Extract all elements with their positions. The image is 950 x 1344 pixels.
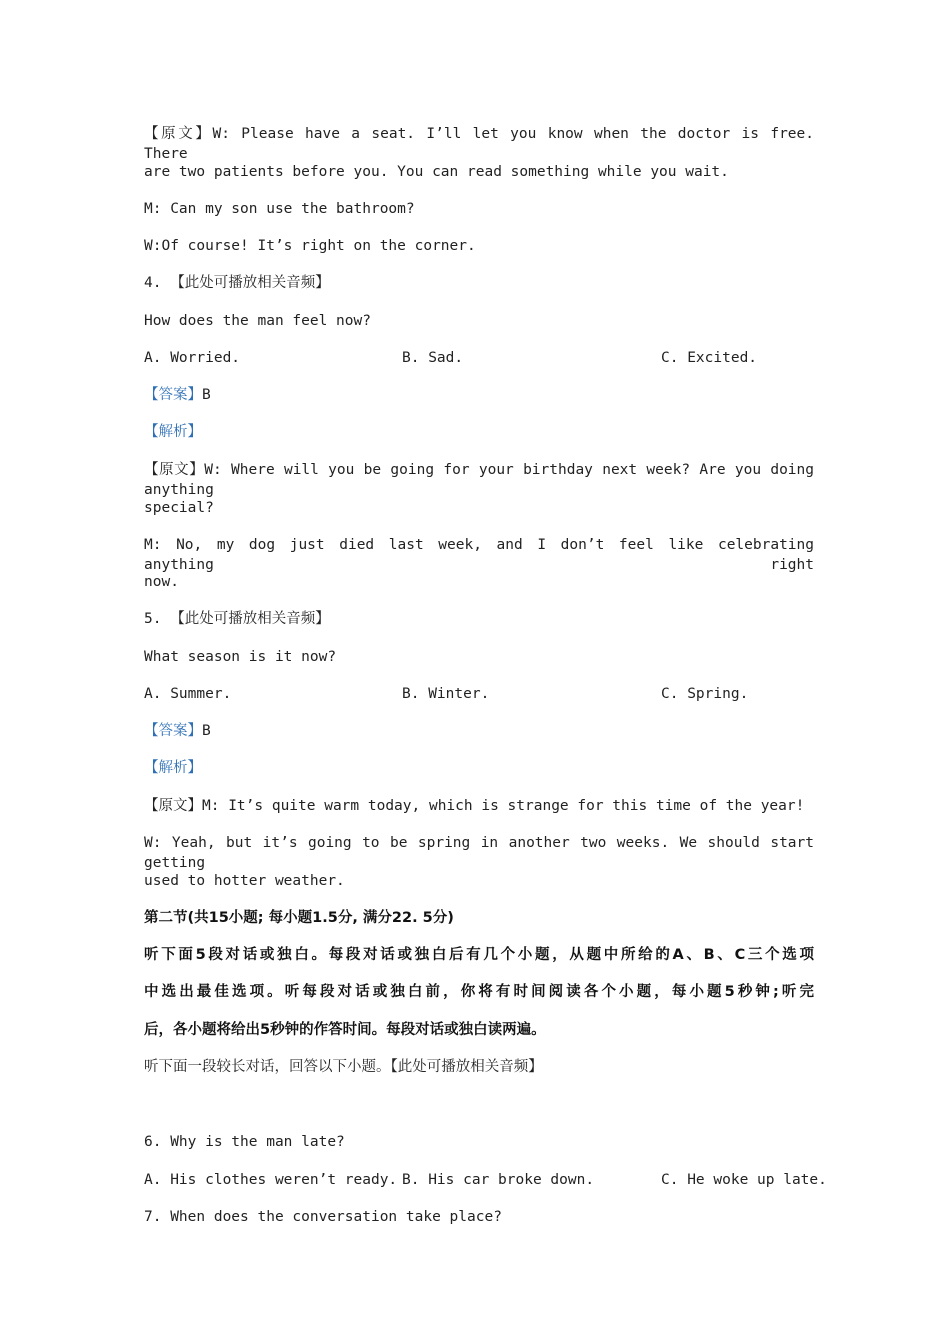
answer-value: B xyxy=(202,723,211,739)
answer-tag: 【答案】 xyxy=(144,387,202,403)
q4-question: How does the man feel now? xyxy=(144,313,371,329)
q4-transcript-line-2: special? xyxy=(144,500,214,516)
q5-analysis-tag: 【解析】 xyxy=(144,760,202,776)
q3-transcript-line-3: M: Can my son use the bathroom? xyxy=(144,201,415,217)
q5-number: 5. 【此处可播放相关音频】 xyxy=(144,611,330,627)
q4-number: 4. 【此处可播放相关音频】 xyxy=(144,275,330,291)
section-intro: 听下面一段较长对话，回答以下小题。【此处可播放相关音频】 xyxy=(144,1059,543,1075)
q5-transcript-line-2: W: Yeah, but it’s going to be spring in another two weeks. We should start getting xyxy=(144,835,814,871)
q4-analysis-tag: 【解析】 xyxy=(144,424,202,440)
q5-transcript-line-1: 【原文】M: It’s quite warm today, which is strange for this time of the year! xyxy=(144,798,805,814)
section-instruction-line-2: 中选出最佳选项。听每段对话或独白前，你将有时间阅读各个小题，每小题5秒钟;听完 xyxy=(144,984,814,1000)
answer-value: B xyxy=(202,387,211,403)
q5-options xyxy=(144,684,814,704)
q5-option-a: A. Summer. xyxy=(144,686,232,702)
q6-question: 6. Why is the man late? xyxy=(144,1134,345,1150)
q4-option-c: C. Excited. xyxy=(661,350,758,366)
q4-options xyxy=(144,348,814,368)
q5-transcript-line-3: used to hotter weather. xyxy=(144,873,345,889)
q4-transcript-line-4: now. xyxy=(144,574,179,590)
q5-question: What season is it now? xyxy=(144,649,337,665)
q5-answer xyxy=(144,721,814,741)
q4-answer xyxy=(144,385,814,405)
q6-option-a: A. His clothes weren’t ready. xyxy=(144,1172,398,1188)
q6-option-b: B. His car broke down. xyxy=(402,1172,595,1188)
answer-tag: 【答案】 xyxy=(144,723,202,739)
q3-transcript-line-2: are two patients before you. You can read something while you wait. xyxy=(144,164,729,180)
q6-options xyxy=(144,1170,827,1190)
q5-option-b: B. Winter. xyxy=(402,686,490,702)
q3-transcript-line-4: W:Of course! It’s right on the corner. xyxy=(144,238,476,254)
q6-option-c: C. He woke up late. xyxy=(661,1172,827,1188)
section-instruction-line-3: 后，各小题将给出5秒钟的作答时间。每段对话或独白读两遍。 xyxy=(144,1022,546,1038)
section-instruction-line-1: 听下面5段对话或独白。每段对话或独白后有几个小题，从题中所给的A、B、C三个选项 xyxy=(144,947,814,963)
q7-question: 7. When does the conversation take place? xyxy=(144,1209,502,1225)
q4-option-a: A. Worried. xyxy=(144,350,241,366)
q3-transcript-line-1: 【原文】W: Please have a seat. I’ll let you know when the doctor is free. There xyxy=(144,126,814,162)
q4-option-b: B. Sad. xyxy=(402,350,464,366)
section-title: 第二节(共15小题; 每小题1.5分, 满分22. 5分) xyxy=(144,910,454,926)
q4-transcript-line-3: M: No, my dog just died last week, and I don’t feel like celebrating anything right xyxy=(144,537,814,573)
q5-option-c: C. Spring. xyxy=(661,686,749,702)
q4-transcript-line-1: 【原文】W: Where will you be going for your birthday next week? Are you doing anything xyxy=(144,462,814,498)
